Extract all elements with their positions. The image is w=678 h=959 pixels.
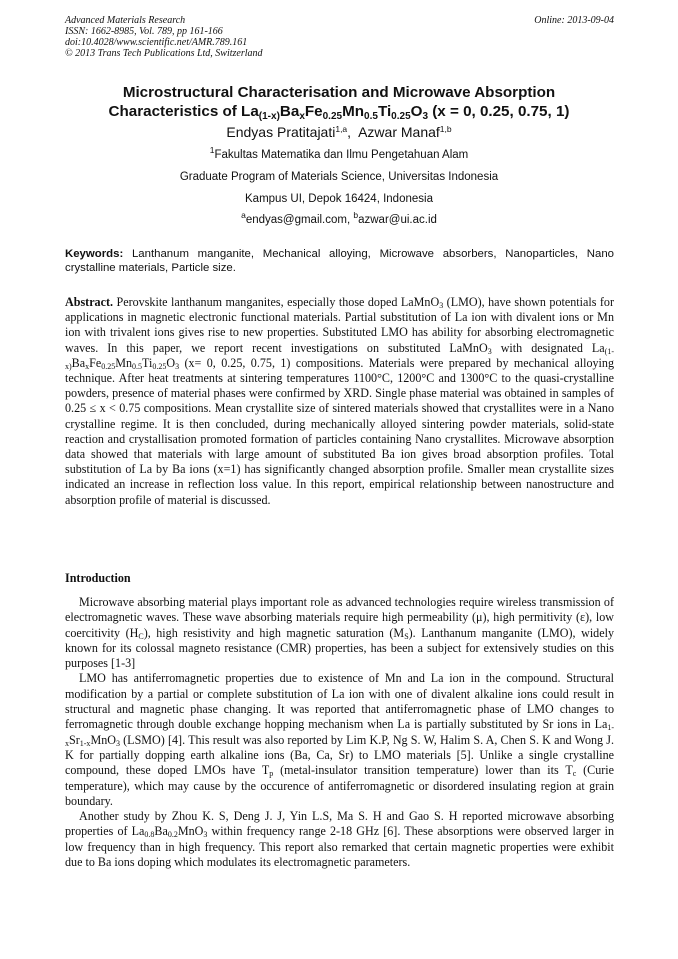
abstract-section [65,295,614,508]
subscript: 3 [175,361,180,371]
title-subscript: x [299,111,305,122]
author-emails [60,210,618,227]
title-subscript: 0.5 [364,111,378,122]
paragraph-text: (Curie temperature), which may cause by the occurence of antiferromagnetic or disordered insulating region at grain boundary. [65,763,615,808]
formula-text: Mn [115,355,133,370]
journal-doi: doi:10.4028/www.scientific.net/AMR.789.161 [65,37,248,48]
paragraph-text: (metal-insulator transition temperature) lower than its T [273,763,573,778]
paragraph-text: ), high resistivity and high magnetic saturation (M [143,625,405,640]
formula-text: Fe [89,355,102,370]
journal-header [65,15,263,59]
subscript: c [572,769,577,779]
title-text: Characteristics of La [108,103,259,120]
subscript: 0.25 [101,361,116,371]
abstract-text: (x= 0, 0.25, 0.75, 1) compositions. Materials were prepared by mechanical alloying technique. After heat treatments at sintering temperatures 1100°C, 1200°C and 1300°C to the quasi-crystalline powders, presence of material phases were confirmed by XRD. Single phase material was obtained in samples of 0.25 ≤ x < 0.75 compositions. Mean crystallite size of sintered materials showed that crystallites were in a Nano crystalline regime. It is then concluded, during mechanically alloyed sintering powder materials, solid-state reaction and crystallisation promoted formation of particles containing Nano crystallites. Microwave absorption data showed that materials with large amount of substituted Ba ion gives broad absorption profiles. Total substitution of La by Ba ions (x=1) has significantly changed absorption profile. Smaller mean crystallite sizes indicated an increase in reflection loss value. In this report, empirical relationship between nanostructure and absorption profile of material is discussed. [65,355,614,507]
abstract-text: with designated La [491,340,605,355]
subscript: 0.25 [152,361,167,371]
subscript: x [85,361,90,371]
title-subscript: 3 [422,111,429,122]
subscript: S [404,631,409,641]
author-list: Endyas Pratitajati$^{1,a}$, Azwar Manaf$^{1,b}$ [226,124,452,140]
title-text: (x = 0, 0.25, 0.75, 1) [428,103,570,120]
email-link[interactable]: endyas@gmail.com, [245,214,354,226]
email-mark: b [353,210,359,220]
abstract-label: Abstract. [65,295,114,309]
formula-text: Ba [71,355,86,370]
subscript: 1-x [79,738,91,748]
email-mark: a [241,210,246,220]
subscript: 0.5 [132,361,143,371]
subscript: 1-x [65,723,614,748]
paragraph-text: (LSMO) [4]. This result was also reported by Lim K.P, Ng S. W, Halim S. A, Chen S. K and Wong J. K for partially dopping earth alkaline ions (Ba, Ca, Sr) to LMO materials [5]. Unlike a single crystalline compound, these doped LMOs have T [65,732,614,778]
title-text: Fe [304,103,323,120]
subscript: 3 [487,346,492,356]
paper-title [60,83,618,121]
paragraph-text: MnO [177,824,204,839]
author-affiliation-mark: 1,b [439,124,452,134]
subscript: 3 [115,738,120,748]
subscript: 3 [439,301,444,310]
paragraph [65,809,614,870]
subscript: p [269,769,274,779]
affiliation-line-1 [60,145,618,162]
journal-name: Advanced Materials Research [65,15,186,26]
title-subscript: (1-x) [258,111,280,122]
paragraph [65,671,614,809]
affiliation-mark: 1 [209,145,215,155]
paragraph-text: MnO [90,732,116,747]
affiliation-text: Fakultas Matematika dan Ilmu Pengetahuan Alam [214,149,469,161]
subscript: (1-x) [65,346,614,371]
journal-copyright: © 2013 Trans Tech Publications Ltd, Switzerland [65,48,263,59]
affiliation-line-3: Kampus UI, Depok 16424, Indonesia [245,193,433,205]
author-affiliation-mark: 1,a [335,124,348,134]
title-text: Ba [279,103,300,120]
subscript: 0.8 [144,830,155,840]
keywords-text: Lanthanum manganite, Mechanical alloying, Microwave absorbers, Nanoparticles, Nano crystalline materials, Particle size. [65,248,614,274]
paragraph-text: LMO has antiferromagnetic properties due to existence of Mn and La ion in the compound. Structural modification by a partial or complete substitution of La ion with one of divalent alkaline ions could result in structural and magnetic phase changing. It was reported that antiferromagnetic phase of LMO changes to ferromagnetic through double exchange hopping mechanism when La is partially substituted by Sr ions in La [65,671,614,732]
introduction-body [65,595,614,870]
author-name: Endyas Pratitajati [226,124,336,140]
email-link[interactable]: azwar@ui.ac.id [358,214,437,226]
subscript: 0.2 [167,830,178,840]
abstract-text: Perovskite lanthanum manganites, especially those doped LaMnO [113,295,440,309]
formula-text: O [166,355,176,370]
paragraph-text: Sr [69,732,80,747]
affiliation-line-2: Graduate Program of Materials Science, Universitas Indonesia [179,171,499,183]
keywords-label: Keywords: [65,248,124,260]
author-name: Azwar Manaf [358,124,440,140]
introduction-heading: Introduction [65,571,131,585]
title-line-1: Microstructural Characterisation and Microwave Absorption [122,84,556,101]
paragraph-text: ). Lanthanum manganite (LMO), widely known for its colossal magneto resistance (CMR) properties, has been a subject for extensively studies on this purposes [1-3] [65,625,614,671]
title-subscript: 0.25 [322,111,343,122]
title-subscript: 0.25 [391,111,411,122]
keywords-section [65,248,614,275]
subscript: C [138,631,144,641]
paragraph-text: Microwave absorbing material plays important role as advanced technologies require wireless transmission of electromagnetic waves. These wave absorbing materials require high permeability (μ), high permitivity (ε), low coercitivity (H [65,595,614,640]
paragraph-text: within frequency range 2-18 GHz [6]. These absorptions were observed larger in low frequency than in high frequency. This report also remarked that certain magnetic properties were exhibit due to Ba ions doping which modulates its electromagnetic parameters. [65,824,614,870]
title-line-2 [60,102,618,121]
paragraph-text: Another study by Zhou K. S, Deng J. J, Yin L.S, Ma S. H and Gao S. H reported microwave absorbing properties of La [65,809,614,839]
journal-issn: ISSN: 1662-8985, Vol. 789, pp 161-166 [65,26,223,37]
paragraph-text: Ba [154,824,168,839]
formula-text: Ti [142,355,153,370]
title-text: Mn [342,103,365,120]
paragraph [65,595,614,671]
subscript: 3 [203,830,208,840]
title-text: O [410,103,423,120]
online-date: Online: 2013-09-04 [534,15,614,26]
abstract-text: (LMO), have shown potentials for applications in magnetic electronic functional materials. Partial substitution of La ion with divalent ions or Mn ion with trivalent ions gives rise to new properties. Substituted LMO has ability for absorbing electromagnetic waves. In this paper, we report recent investigations on substituted LaMnO [65,295,614,355]
title-text: Ti [377,103,392,120]
